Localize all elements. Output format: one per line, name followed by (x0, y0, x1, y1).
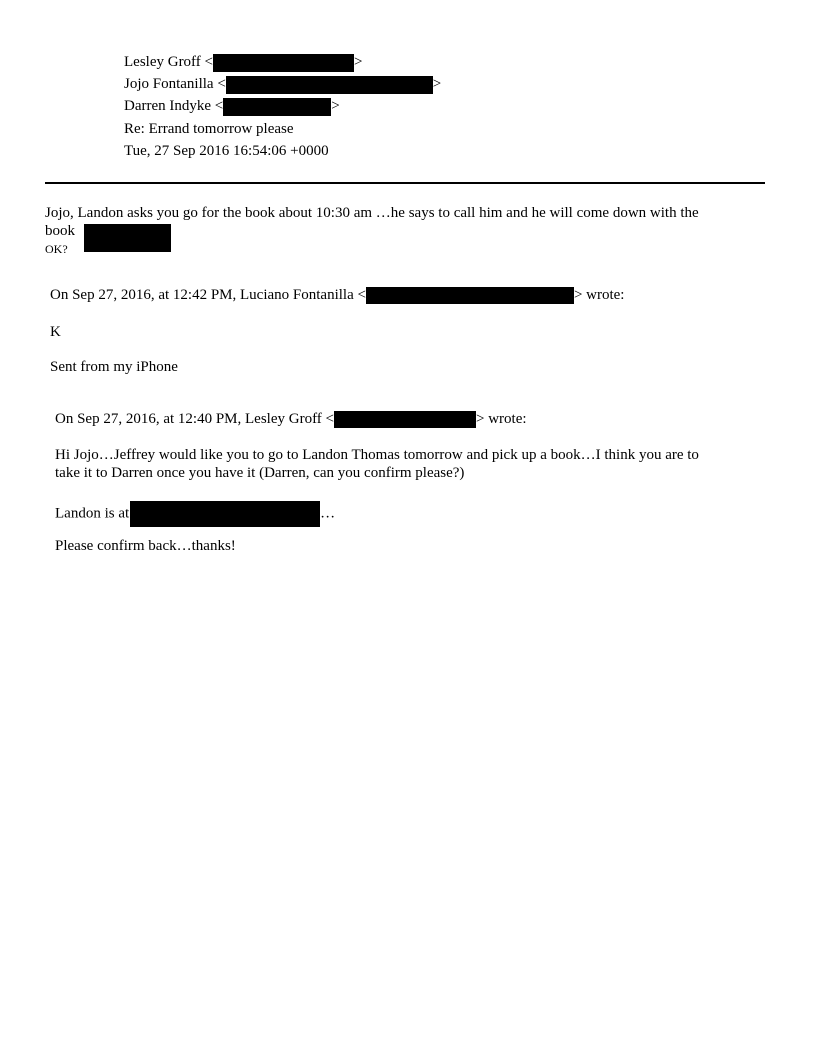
to-value (124, 74, 441, 94)
body-line-2-text: book (45, 223, 75, 239)
body-line-3: OK? (45, 242, 68, 256)
body-line-2 (45, 223, 75, 240)
quote1-text-1: K (50, 324, 61, 340)
quote2-para2-after: … (320, 505, 336, 522)
quote1-text-2: Sent from my iPhone (50, 359, 178, 375)
redaction-box (366, 287, 574, 304)
cc-name: Darren Indyke < (124, 98, 224, 114)
from-name: Lesley Groff < (124, 54, 213, 70)
quote2-para2 (55, 501, 335, 527)
redaction-box (226, 76, 433, 94)
quote2-para1-line2: take it to Darren once you have it (Darren, can you confirm please?) (55, 465, 465, 481)
from-value (124, 52, 362, 72)
quote2-intro (55, 411, 527, 428)
subject-value: Re: Errand tomorrow please (124, 121, 294, 137)
redaction-box (84, 224, 171, 252)
date-value: Tue, 27 Sep 2016 16:54:06 +0000 (124, 143, 329, 159)
quote1-intro (50, 287, 624, 304)
redaction-box (213, 54, 354, 72)
quote2-intro-before: On Sep 27, 2016, at 12:40 PM, Lesley Groff < (55, 411, 334, 427)
header-divider (45, 182, 765, 184)
redaction-box (223, 98, 331, 116)
redaction-box (334, 411, 476, 428)
from-close: > (354, 54, 363, 70)
body-line-1: Jojo, Landon asks you go for the book about 10:30 am …he says to call him and he will come down with the (45, 205, 699, 221)
quote2-para3: Please confirm back…thanks! (55, 538, 236, 554)
redaction-box (130, 501, 320, 527)
to-close: > (432, 76, 442, 92)
quote1-intro-before: On Sep 27, 2016, at 12:42 PM, Luciano Fontanilla < (50, 287, 366, 303)
quote1-intro-after: > wrote: (573, 287, 625, 303)
cc-close: > (331, 98, 340, 114)
cc-value (124, 96, 340, 116)
quote2-intro-after: > wrote: (476, 411, 527, 427)
quote2-para2-before: Landon is at (55, 505, 130, 522)
to-name: Jojo Fontanilla < (124, 76, 226, 92)
quote2-para1-line1: Hi Jojo…Jeffrey would like you to go to Landon Thomas tomorrow and pick up a book…I think you are to (55, 447, 699, 463)
